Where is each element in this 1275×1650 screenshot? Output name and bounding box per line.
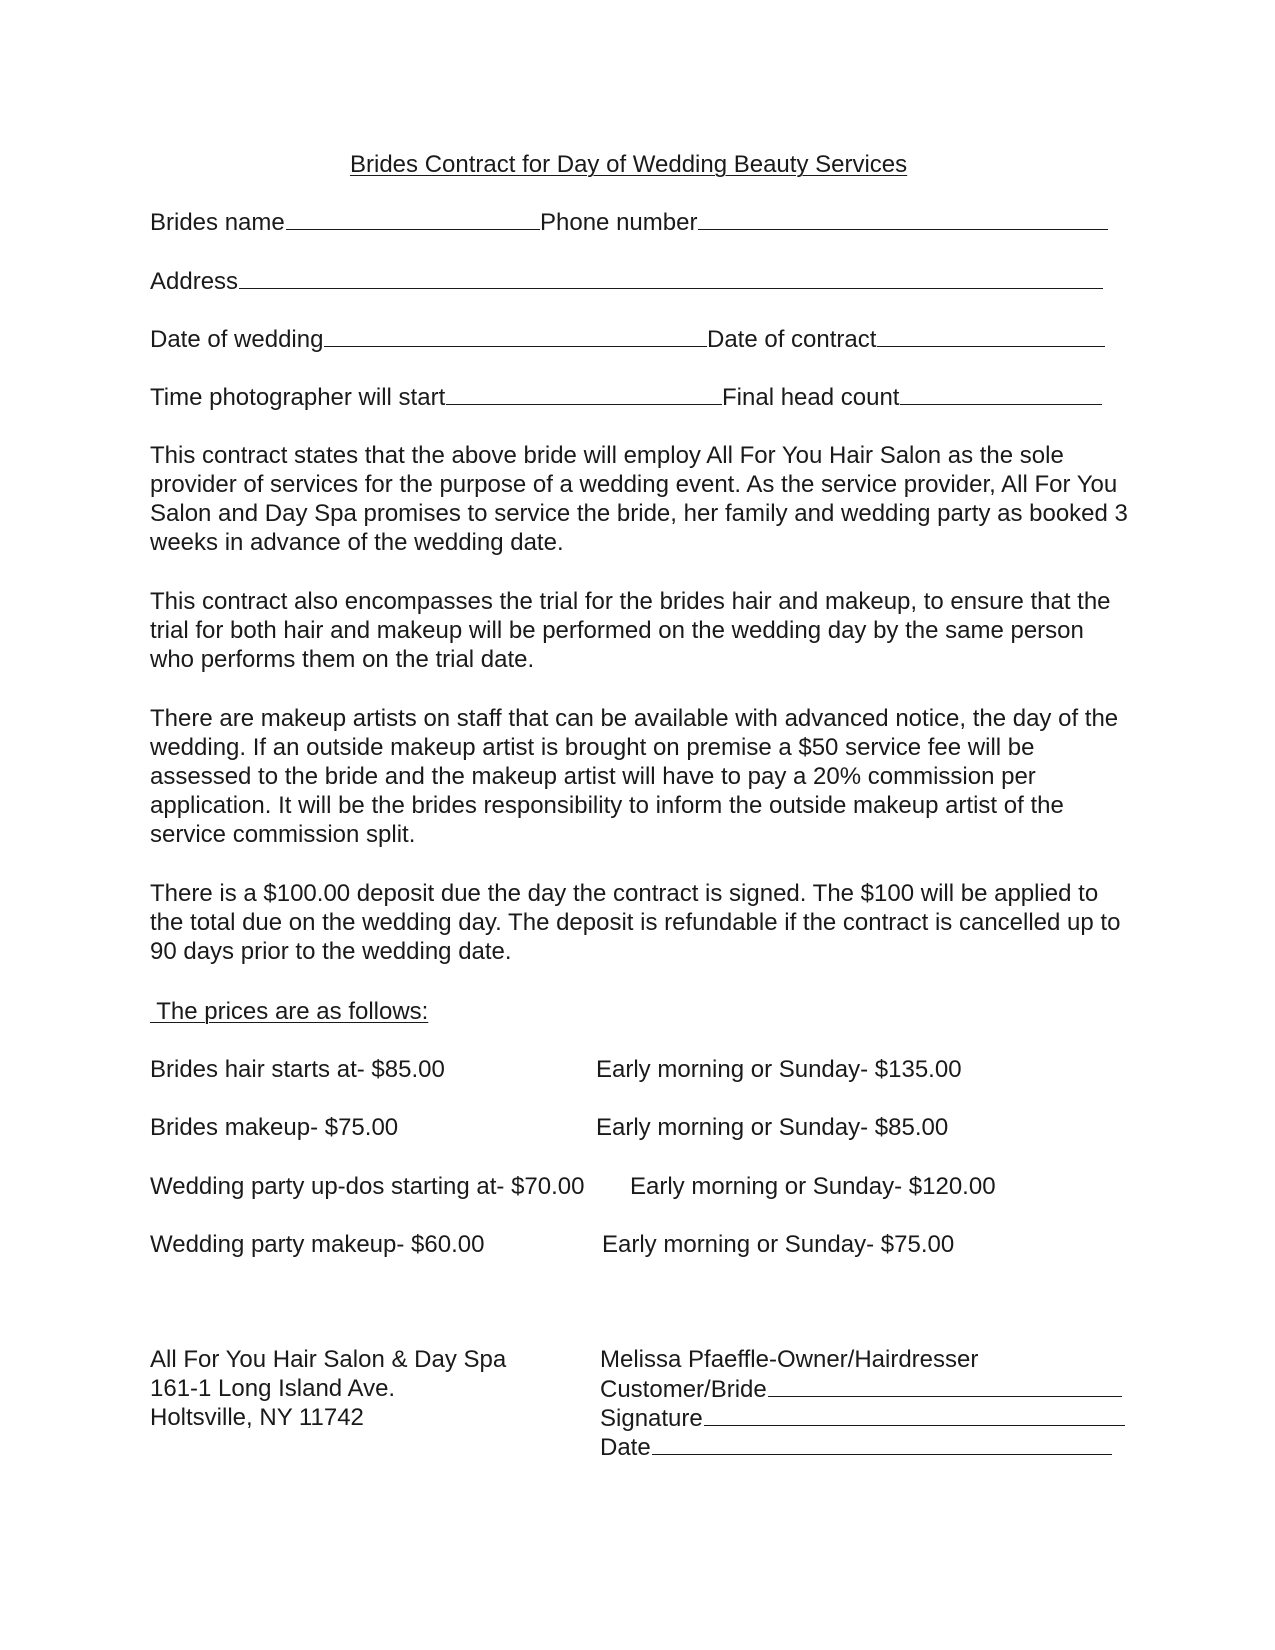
paragraph-employment: This contract states that the above bride will employ All For You Hair Salon as the sole provider of services for the purpose of a wedding event. As the service provider, All For You Salon and Day Spa promises to service the bride, her family and wedding party as booked 3 weeks in advance of the wedding date. — [150, 442, 1128, 556]
customer-bride-line — [768, 1374, 1122, 1397]
date-of-contract-label: Date of contract — [707, 326, 877, 353]
phone-number-field[interactable] — [540, 207, 1108, 236]
signature-line — [704, 1403, 1125, 1426]
salon-street: 161-1 Long Island Ave. — [150, 1375, 396, 1402]
paragraph-makeup-artists: There are makeup artists on staff that can be available with advanced notice, the day of the wedding. If an outside makeup artist is brought on premise a $50 service fee will be assessed to the bride and the makeup artist will have to pay a 20% commission per application. It will be the brides responsibility to inform the outside makeup artist of the service commission split. — [150, 705, 1119, 848]
final-head-count-label: Final head count — [722, 384, 900, 411]
owner-name: Melissa Pfaeffle-Owner/Hairdresser — [600, 1346, 979, 1373]
date-of-contract-field[interactable] — [707, 324, 1105, 353]
price-service: Brides makeup- $75.00 — [150, 1114, 399, 1141]
address-line — [239, 266, 1103, 289]
date-of-wedding-label: Date of wedding — [150, 326, 324, 353]
price-service: Wedding party makeup- $60.00 — [150, 1231, 485, 1258]
date-of-contract-line — [877, 324, 1105, 347]
signature-block — [600, 1345, 1125, 1461]
customer-bride-field[interactable] — [600, 1374, 1122, 1403]
customer-bride-label: Customer/Bride — [600, 1376, 767, 1403]
date-line — [652, 1432, 1112, 1455]
price-early: Early morning or Sunday- $75.00 — [602, 1231, 955, 1258]
price-service: Brides hair starts at- $85.00 — [150, 1056, 445, 1083]
paragraph-deposit: There is a $100.00 deposit due the day the contract is signed. The $100 will be applied to the total due on the wedding day. The deposit is refundable if the contract is cancelled up to 90 days prior to the wedding date. — [150, 880, 1121, 965]
time-photographer-line — [446, 382, 722, 405]
brides-name-field[interactable] — [150, 207, 540, 236]
final-head-count-field[interactable] — [722, 382, 1102, 411]
row-dates — [150, 324, 1110, 353]
date-label: Date — [600, 1434, 651, 1461]
paragraph-trial: This contract also encompasses the trial for the brides hair and makeup, to ensure that the trial for both hair and makeup will be performed on the wedding day by the same person who performs them on the trial date. — [150, 588, 1111, 673]
signature-field[interactable] — [600, 1403, 1125, 1432]
phone-number-line — [698, 207, 1108, 230]
date-of-wedding-line — [324, 324, 707, 347]
price-early: Early morning or Sunday- $120.00 — [630, 1173, 996, 1200]
date-of-wedding-field[interactable] — [150, 324, 707, 353]
address-label: Address — [150, 268, 239, 295]
salon-city: Holtsville, NY 11742 — [150, 1404, 364, 1431]
time-photographer-label: Time photographer will start — [150, 384, 446, 411]
row-name-phone — [150, 207, 1110, 236]
page-title: Brides Contract for Day of Wedding Beauty Services — [350, 151, 908, 178]
salon-address-block — [150, 1345, 506, 1432]
address-field[interactable] — [150, 266, 1103, 295]
price-early: Early morning or Sunday- $135.00 — [596, 1056, 962, 1083]
brides-name-line — [286, 207, 540, 230]
brides-name-label: Brides name — [150, 209, 285, 236]
price-service: Wedding party up-dos starting at- $70.00 — [150, 1173, 585, 1200]
row-address — [150, 266, 1110, 295]
phone-number-label: Phone number — [540, 209, 698, 236]
salon-name: All For You Hair Salon & Day Spa — [150, 1346, 507, 1373]
row-time-headcount — [150, 382, 1110, 411]
prices-heading: The prices are as follows: — [150, 998, 429, 1025]
date-field[interactable] — [600, 1432, 1112, 1461]
final-head-count-line — [900, 382, 1102, 405]
signature-label: Signature — [600, 1405, 703, 1432]
time-photographer-field[interactable] — [150, 382, 722, 411]
price-early: Early morning or Sunday- $85.00 — [596, 1114, 949, 1141]
